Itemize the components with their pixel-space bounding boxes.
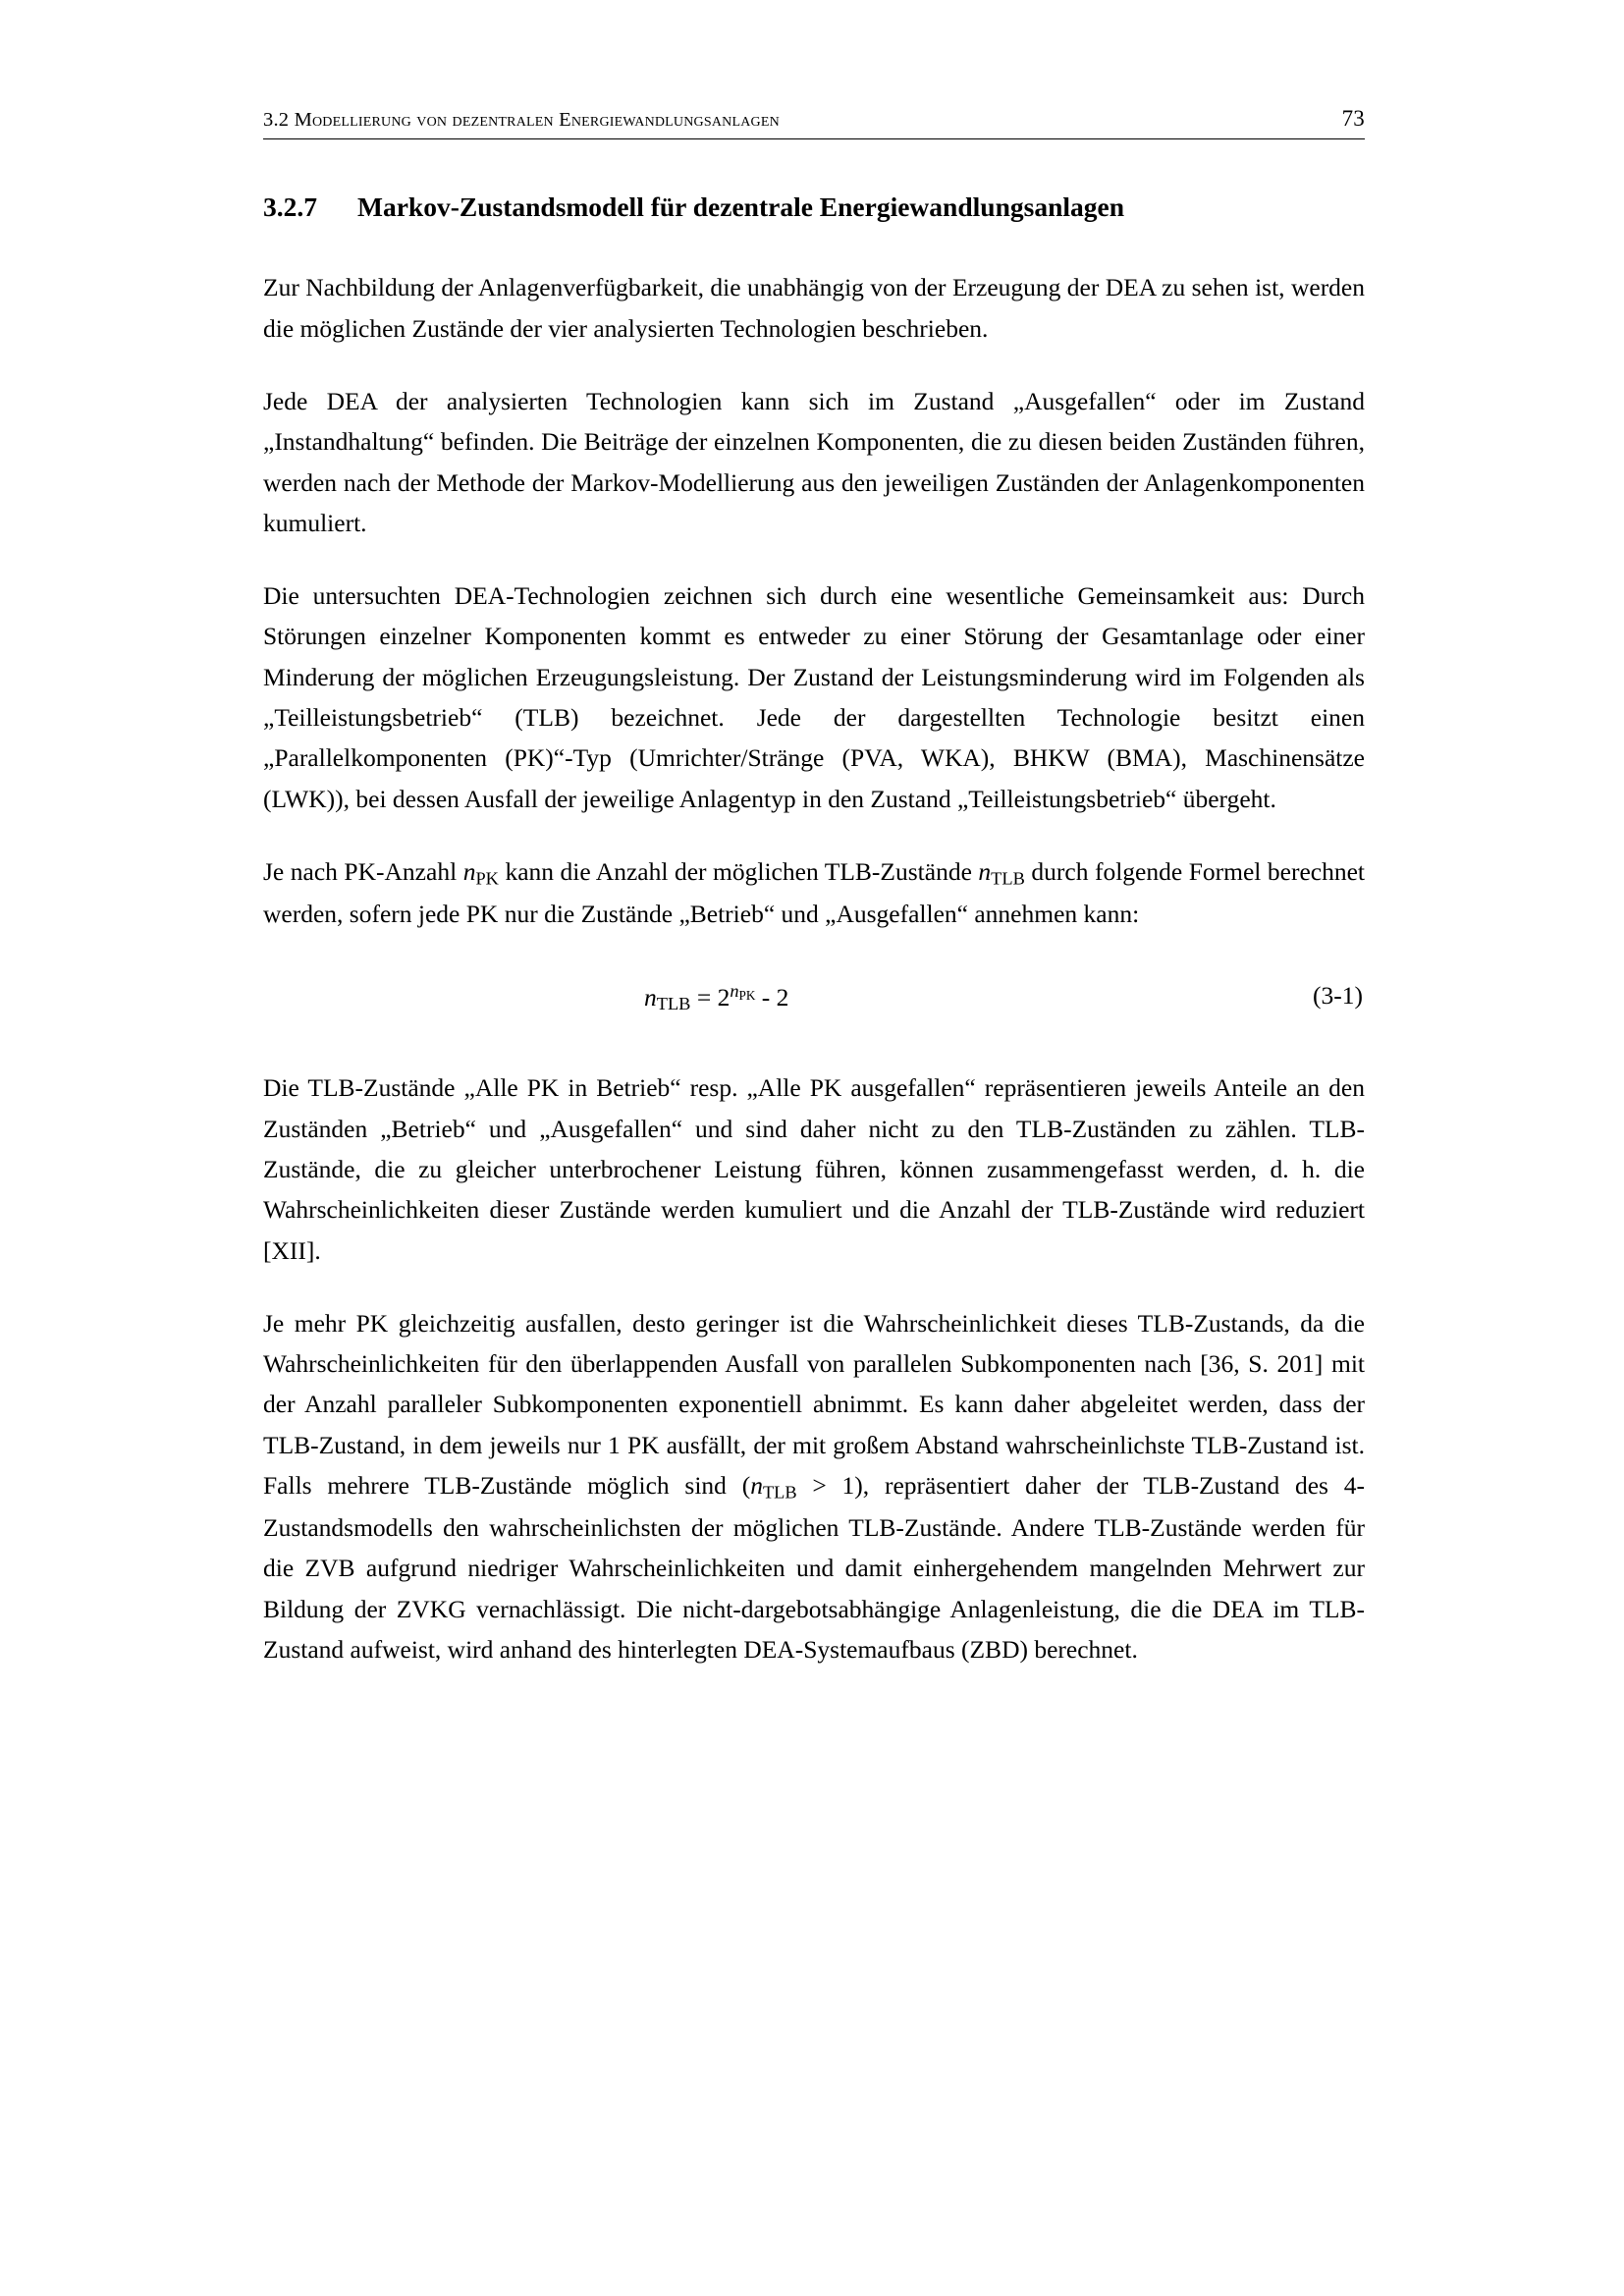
paragraph-1: Zur Nachbildung der Anlagenverfügbarkeit, die unabhängig von der Erzeugung der DEA zu sehen ist, werden die möglichen Zustände der vier analysierten Technologien beschrieben.	[263, 273, 1365, 343]
page-content	[263, 106, 1365, 1669]
section-heading	[263, 191, 1365, 224]
paragraph-5: Die TLB-Zustände „Alle PK in Betrieb“ resp. „Alle PK ausgefallen“ repräsentieren jeweils Anteile an den Zuständen „Betrieb“ und „Ausgefallen“ und sind daher nicht zu den TLB-Zuständen zu zählen. TLB-Zustände, die zu gleicher unterbrochener Leistung führen, können zusammengefasst werden, d. h. die Wahrscheinlichkeiten dieser Zustände werden kumuliert und die Anzahl der TLB-Zustände wird reduziert [XII].	[263, 1073, 1365, 1265]
paragraph-4	[263, 851, 1365, 934]
paragraph-6-variable-ntlb-subscript: TLB	[762, 1482, 797, 1503]
equation-lhs-subscript: TLB	[656, 994, 691, 1014]
paragraph-4-part-c: durch folgende Formel berechnet werden, sofern jede PK nur die Zustände „Betrieb“ und „Ausgefallen“ annehmen kann:	[263, 856, 1365, 929]
equation-expression	[644, 981, 788, 1014]
equation-tail: - 2	[755, 983, 789, 1012]
page-number: 73	[1341, 106, 1365, 131]
paragraph-2: Jede DEA der analysierten Technologien kann sich im Zustand „Ausgefallen“ oder im Zustand „Instandhaltung“ befinden. Die Beiträge der einzelnen Komponenten, die zu diesen beiden Zuständen führen, werden nach der Methode der Markov-Modellierung aus den jeweiligen Zuständen der Anlagenkomponenten kumuliert.	[263, 386, 1365, 537]
running-head-section-number: 3.2	[263, 109, 290, 131]
equation-number: (3-1)	[1313, 981, 1363, 1011]
paragraph-6	[263, 1303, 1365, 1670]
equation-equals-base: = 2	[690, 983, 731, 1012]
paragraph-4-variable-ntlb: n	[978, 856, 992, 886]
section-heading-number: 3.2.7	[263, 191, 317, 222]
equation-exponent-subscript: PK	[738, 988, 756, 1004]
paragraph-4-variable-ntlb-subscript: TLB	[991, 868, 1025, 889]
paragraph-4-variable-npk: n	[462, 856, 476, 886]
running-head-title	[263, 109, 780, 132]
equation-exponent	[730, 981, 756, 1004]
equation-exponent-variable: n	[730, 981, 739, 1002]
paragraph-6-part-b: > 1), repräsentiert daher der TLB-Zustand des 4-Zustandsmodells den wahrscheinlichsten der möglichen TLB-Zustände. Andere TLB-Zustände werden für die ZVB aufgrund niedriger Wahrscheinlichkeiten und damit einhergehendem mangelnden Mehrwert zur Bildung der ZVKG vernachlässigt. Die nicht-dargebotsabhängige Anlagenleistung, die die DEA im TLB-Zustand aufweist, wird anhand des hinterlegten DEA-Systemaufbaus (ZBD) berechnet.	[263, 1471, 1365, 1665]
paragraph-6-part-a: Je mehr PK gleichzeitig ausfallen, desto geringer ist die Wahrscheinlichkeit dieses TLB-Zustands, da die Wahrscheinlichkeiten für den überlappenden Ausfall von parallelen Subkomponenten nach [36, S. 201] mit der Anzahl paralleler Subkomponenten exponentiell abnimmt. Es kann daher abgeleitet werden, dass der TLB-Zustand, in dem jeweils nur 1 PK ausfällt, der mit großem Abstand wahrscheinlichste TLB-Zustand ist. Falls mehrere TLB-Zustände möglich sind (	[263, 1308, 1365, 1501]
paragraph-4-part-b: kann die Anzahl der möglichen TLB-Zustände	[498, 856, 979, 886]
running-head	[263, 106, 1365, 139]
paragraph-6-variable-ntlb: n	[750, 1471, 763, 1501]
equation-lhs-variable: n	[644, 983, 657, 1012]
running-head-section-title: Modellierung von dezentralen Energiewandlungsanlagen	[294, 109, 780, 131]
equation-3-1	[263, 981, 1365, 1026]
section-heading-text: Markov-Zustandsmodell für dezentrale Energiewandlungsanlagen	[357, 191, 1124, 222]
paragraph-4-variable-npk-subscript: PK	[475, 868, 499, 889]
paragraph-4-part-a: Je nach PK-Anzahl	[263, 856, 463, 886]
paragraph-3: Die untersuchten DEA-Technologien zeichnen sich durch eine wesentliche Gemeinsamkeit aus: Durch Störungen einzelner Komponenten kommt es entweder zu einer Störung der Gesamtanlage oder einer Minderung der möglichen Erzeugungsleistung. Der Zustand der Leistungsminderung wird im Folgenden als „Teilleistungsbetrieb“ (TLB) bezeichnet. Jede der dargestellten Technologie besitzt einen „Parallelkomponenten (PK)“-Typ (Umrichter/Stränge (PVA, WKA), BHKW (BMA), Maschinensätze (LWK)), bei dessen Ausfall der jeweilige Anlagentyp in den Zustand „Teilleistungsbetrieb“ übergeht.	[263, 581, 1365, 813]
